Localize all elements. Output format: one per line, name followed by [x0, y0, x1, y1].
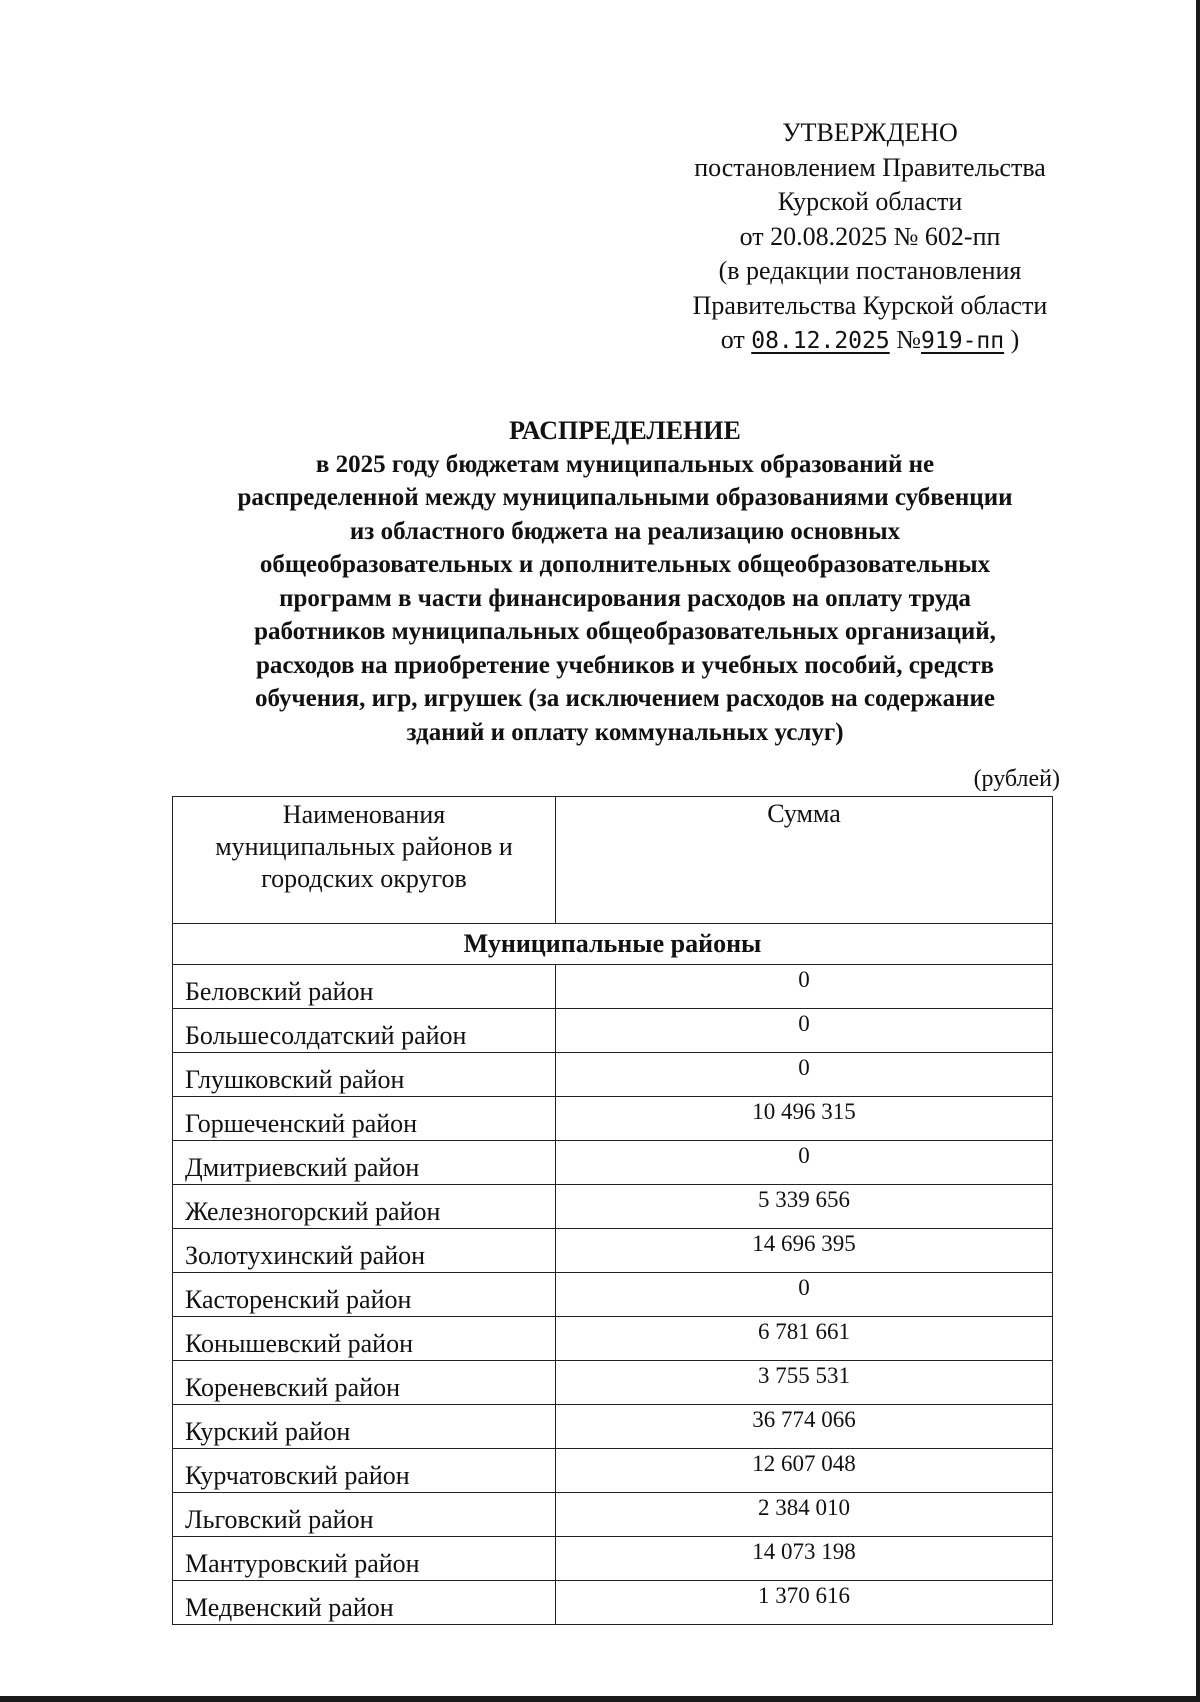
- district-name: Курский район: [173, 1405, 556, 1449]
- table-row: [173, 965, 1053, 1009]
- title-heading: РАСПРЕДЕЛЕНИЕ: [509, 416, 741, 445]
- district-name: Мантуровский район: [173, 1537, 556, 1581]
- table-row: [173, 1405, 1053, 1449]
- table-row: [173, 1141, 1053, 1185]
- approval-line-3: Курской области: [777, 187, 963, 216]
- table-row: [173, 1097, 1053, 1141]
- approval-line-2: постановлением Правительства: [694, 152, 1046, 182]
- district-sum: 0: [556, 1141, 1053, 1185]
- district-sum: 2 384 010: [556, 1493, 1053, 1537]
- district-sum: 5 339 656: [556, 1185, 1053, 1229]
- header-name-line: городских округов: [261, 864, 467, 893]
- district-sum: 0: [556, 1009, 1053, 1053]
- title-line: распределенной между муниципальными образованиями субвенции: [237, 484, 1013, 511]
- amendment-number: 919-пп: [921, 328, 1005, 354]
- district-name: Железногорский район: [173, 1185, 556, 1229]
- district-sum: 14 696 395: [556, 1229, 1053, 1273]
- title-line: общеобразовательных и дополнительных общеобразовательных: [259, 551, 991, 578]
- header-sum-cell: Сумма: [556, 797, 1053, 924]
- district-name: Дмитриевский район: [173, 1141, 556, 1185]
- district-name: Кореневский район: [173, 1361, 556, 1405]
- amendment-date: 08.12.2025: [751, 328, 890, 354]
- units-label: (рублей): [973, 766, 1060, 792]
- district-sum: 6 781 661: [556, 1317, 1053, 1361]
- title-line: расходов на приобретение учебников и учебных пособий, средств: [255, 651, 994, 679]
- amendment-line: [650, 323, 1090, 359]
- title-line: из областного бюджета на реализацию основных: [349, 517, 901, 545]
- document-title: [160, 414, 1090, 749]
- district-sum: 36 774 066: [556, 1405, 1053, 1449]
- district-name: Большесолдатский район: [173, 1009, 556, 1053]
- title-line: работников муниципальных общеобразовательных организаций,: [254, 618, 996, 645]
- district-name: Медвенский район: [173, 1581, 556, 1625]
- table-header-row: [173, 797, 1053, 924]
- district-name: Льговский район: [173, 1493, 556, 1537]
- district-sum: 0: [556, 1053, 1053, 1097]
- table-row: [173, 1361, 1053, 1405]
- title-line: зданий и оплату коммунальных услуг): [406, 718, 844, 746]
- district-sum: 10 496 315: [556, 1097, 1053, 1141]
- header-name-line: Наименования: [282, 800, 446, 829]
- scan-edge-right: [1196, 0, 1200, 1702]
- distribution-table: [172, 796, 1053, 1625]
- district-name: Конышевский район: [173, 1317, 556, 1361]
- table-row: [173, 1229, 1053, 1273]
- district-sum: 12 607 048: [556, 1449, 1053, 1493]
- table-row: [173, 1537, 1053, 1581]
- approval-title: УТВЕРЖДЕНО: [782, 118, 958, 147]
- district-name: Касторенский район: [173, 1273, 556, 1317]
- amendment-close: ): [1010, 325, 1020, 354]
- approval-line-6: Правительства Курской области: [692, 290, 1048, 320]
- header-name-line: муниципальных районов и: [215, 832, 513, 861]
- amendment-prefix: от: [720, 325, 745, 354]
- approval-line-4: от 20.08.2025 № 602-пп: [739, 221, 1001, 251]
- approval-stamp: [650, 116, 1090, 359]
- table-row: [173, 1185, 1053, 1229]
- scan-edge-bottom: [0, 1696, 1200, 1702]
- approval-line-5: (в редакции постановления: [718, 256, 1022, 285]
- district-name: Беловский район: [173, 965, 556, 1009]
- table-row: [173, 1317, 1053, 1361]
- title-line: в 2025 году бюджетам муниципальных образований не: [315, 450, 935, 478]
- table-row: [173, 1493, 1053, 1537]
- header-name-cell: [173, 797, 556, 924]
- district-sum: 0: [556, 1273, 1053, 1317]
- district-sum: 1 370 616: [556, 1581, 1053, 1625]
- table-row: [173, 1449, 1053, 1493]
- district-name: Глушковский район: [173, 1053, 556, 1097]
- table-row: [173, 1273, 1053, 1317]
- title-line: обучения, игр, игрушек (за исключением расходов на содержание: [255, 685, 995, 712]
- district-name: Горшеченский район: [173, 1097, 556, 1141]
- table-row: [173, 1053, 1053, 1097]
- district-name: Золотухинский район: [173, 1229, 556, 1273]
- district-sum: 3 755 531: [556, 1361, 1053, 1405]
- section-title: Муниципальные районы: [173, 924, 1053, 965]
- district-name: Курчатовский район: [173, 1449, 556, 1493]
- title-line: программ в части финансирования расходов на оплату труда: [279, 584, 971, 612]
- amendment-number-sign: №: [896, 325, 922, 354]
- district-sum: 0: [556, 965, 1053, 1009]
- table-row: [173, 1581, 1053, 1625]
- section-row: [173, 924, 1053, 965]
- table-row: [173, 1009, 1053, 1053]
- district-sum: 14 073 198: [556, 1537, 1053, 1581]
